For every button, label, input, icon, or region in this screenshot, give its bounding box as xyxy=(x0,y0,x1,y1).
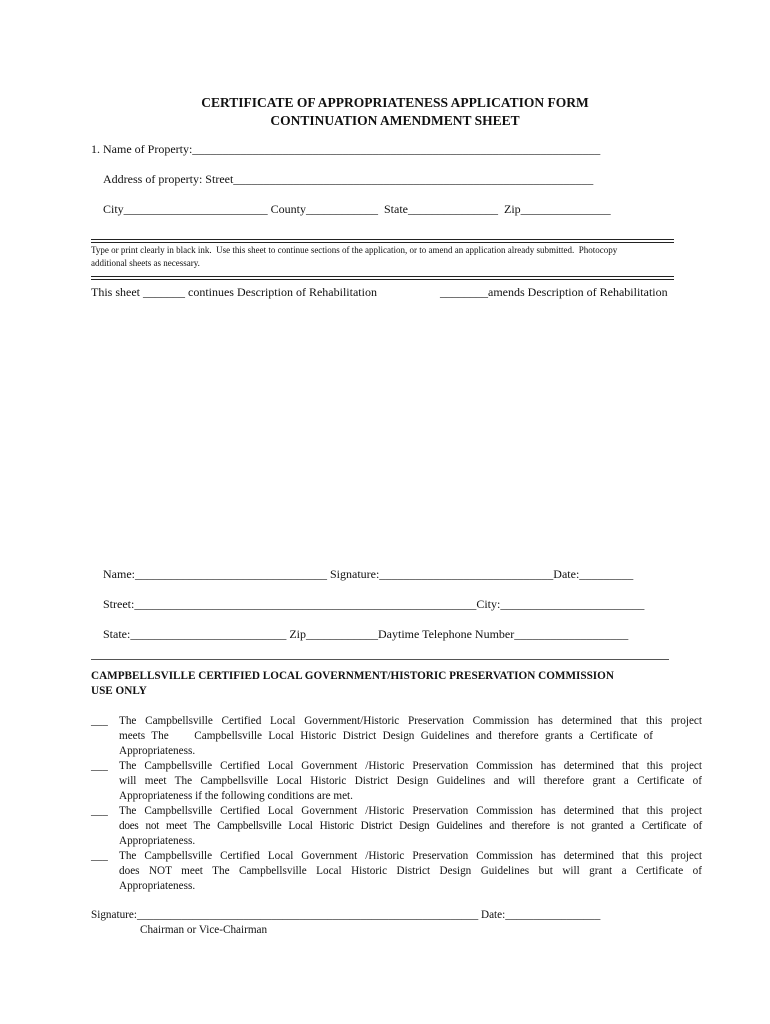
option-checkbox-blank[interactable]: ___ xyxy=(91,715,108,727)
option-text: Appropriateness if the following conditions are met. xyxy=(119,790,353,802)
option-text: The Campbellsville Certified Local Government /Historic Preservation Commission has determined that this project xyxy=(119,850,702,862)
form-title: CERTIFICATE OF APPROPRIATENESS APPLICATION FORM xyxy=(201,95,589,110)
option-checkbox-blank[interactable]: ___ xyxy=(91,760,108,772)
instructions-text: Type or print clearly in black ink. Use this sheet to continue sections of the application, or to amend an application already submitted. Photocopy xyxy=(91,245,618,255)
option-text: meets The Campbellsville Local Historic District Design Guidelines and therefore grants a Certificate of xyxy=(119,730,653,742)
option-checkbox-blank[interactable]: ___ xyxy=(91,805,108,817)
applicant-name-signature-date-field[interactable]: Name:________________________________ Signature:_____________________________Date:_________ xyxy=(103,567,634,581)
option-text: The Campbellsville Certified Local Government /Historic Preservation Commission has determined that this project xyxy=(119,805,702,817)
chairman-signature-date-field[interactable]: Signature:_____________________________________________________________ Date:_________________ xyxy=(91,909,601,921)
option-text: The Campbellsville Certified Local Government /Historic Preservation Commission has determined that this project xyxy=(119,760,702,772)
property-address-field[interactable]: Address of property: Street____________________________________________________________ xyxy=(103,172,594,186)
option-text: does not meet The Campbellsville Local Historic District Design Guidelines and therefore is not granted a Certificate of xyxy=(119,820,702,832)
divider xyxy=(91,659,669,660)
option-text: The Campbellsville Certified Local Government/Historic Preservation Commission has determined that this project xyxy=(119,715,702,727)
divider xyxy=(91,276,674,277)
divider xyxy=(91,279,674,280)
applicant-state-zip-phone-field[interactable]: State:__________________________ Zip____________Daytime Telephone Number___________________ xyxy=(103,627,629,641)
commission-heading: CAMPBELLSVILLE CERTIFIED LOCAL GOVERNMENT/HISTORIC PRESERVATION COMMISSION xyxy=(91,670,614,682)
instructions-text: additional sheets as necessary. xyxy=(91,258,200,268)
option-text: Appropriateness. xyxy=(119,835,196,847)
signature-role-label: Chairman or Vice-Chairman xyxy=(140,924,268,936)
option-text: does NOT meet The Campbellsville Local Historic District Design Guidelines but will grant a Certificate of xyxy=(119,865,702,877)
divider xyxy=(91,242,674,243)
continues-description-option[interactable]: This sheet _______ continues Description of Rehabilitation xyxy=(91,285,377,299)
divider xyxy=(91,239,674,240)
option-text: Appropriateness. xyxy=(119,745,196,757)
commission-heading: USE ONLY xyxy=(91,685,147,697)
option-checkbox-blank[interactable]: ___ xyxy=(91,850,108,862)
option-text: will meet The Campbellsville Local Historic District Design Guidelines and will therefore grant a Certificate of xyxy=(119,775,702,787)
form-subtitle: CONTINUATION AMENDMENT SHEET xyxy=(270,113,520,128)
option-text: Appropriateness. xyxy=(119,880,196,892)
applicant-street-city-field[interactable]: Street:_________________________________________________________City:________________________ xyxy=(103,597,645,611)
property-name-field[interactable]: 1. Name of Property:____________________________________________________________________ xyxy=(91,142,601,156)
property-city-county-state-zip-field[interactable]: City________________________ County____________ State_______________ Zip_______________ xyxy=(103,202,611,216)
amends-description-option[interactable]: ________amends Description of Rehabilitation xyxy=(440,285,668,299)
